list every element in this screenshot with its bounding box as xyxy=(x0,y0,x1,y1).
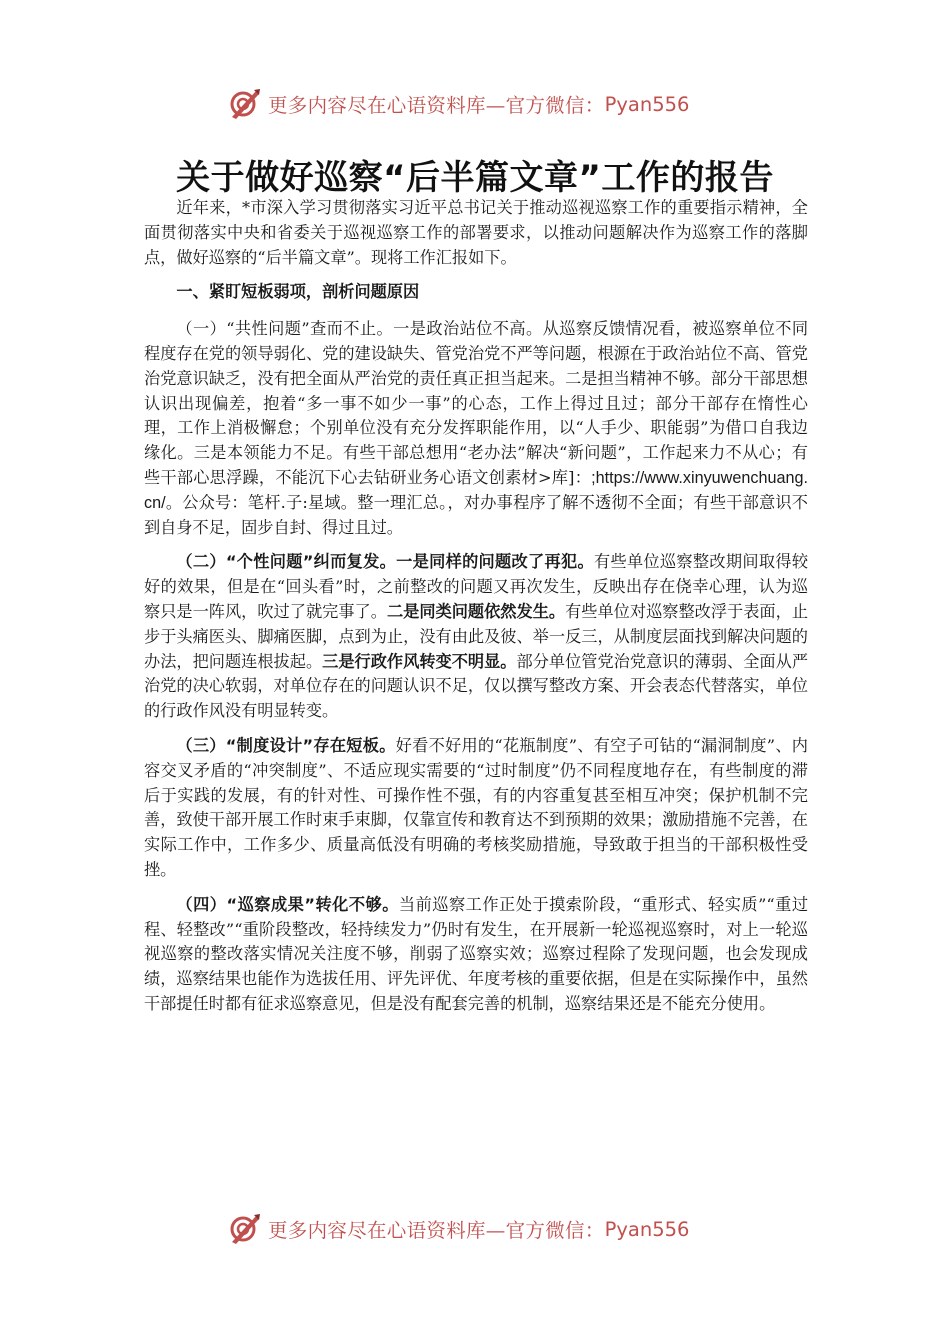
website-link[interactable]: ;https://www.xinyuwenchuang.cn/ xyxy=(144,468,808,512)
document-body xyxy=(144,196,808,1027)
intro-paragraph: 近年来，*市深入学习贯彻落实习近平总书记关于推动巡视巡察工作的重要指示精神，全面贯彻落实中央和省委关于巡视巡察工作的部署要求，以推动问题解决作为巡察工作的落脚点，做好巡察的“后半篇文章”。现将工作汇报如下。 xyxy=(144,198,808,267)
banner-text: 更多内容尽在心语资料库—官方微信： xyxy=(268,94,605,117)
header-banner xyxy=(228,84,689,124)
document-title: 关于做好巡察“后半篇文章”工作的报告 xyxy=(176,158,774,198)
paragraph-system-design xyxy=(144,734,808,883)
paragraph-text: 有些单位对巡察整改浮于表面，止步于头痛医头、脚痛医脚，点到为止，没有由此及彼、举一反三，从制度层面找到解决问题的办法，把问题连根拔起。 xyxy=(144,601,809,671)
paragraph-text: 当前巡察工作正处于摸索阶段，“重形式、轻实质”“重过程、轻整改”“重阶段整改，轻持续发力”仍时有发生，在开展新一轮巡视巡察时，对上一轮巡视巡察的整改落实情况关注度不够，削弱了巡察实效；巡察过程除了发现问题，也会发现成绩，巡察结果也能作为选拔任用、评先评优、年度考核的重要依据，但是在实际操作中，虽然干部提任时都有征求巡察意见，但是没有配套完善的机制，巡察结果还是不能充分使用。 xyxy=(144,894,809,1013)
footer-banner xyxy=(228,1209,689,1249)
paragraph-text: 部分单位管党治党意识的薄弱、全面从严治党的决心软弱，对单位存在的问题认识不足，仅以撰写整改方案、开会表态代替落实，单位的行政作风没有明显转变。 xyxy=(144,651,809,721)
paragraph-text: 一是政治站位不高。从巡察反馈情况看，被巡察单位不同程度存在党的领导弱化、党的建设缺失、管党治党不严等问题，根源在于政治站位不高、管党治党意识缺乏，没有把全面从严治党的责任真正担当起来。二是担当精神不够。部分干部思想认识出现偏差，抱着“多一事不如少一事”的心态，工作上得过且过；部分干部存在惰性心理，工作上消极懈怠；个别单位没有充分发挥职能作用，以“人手少、职能弱”为借口自我边缘化。三是本领能力不足。有些干部总想用“老办法”解决“新问题”，工作起来力不从心；有些干部心思浮躁，不能沉下心去钻研业务心语文创素材>库]： xyxy=(144,319,809,487)
banner-wechat-id: Pyan556 xyxy=(604,1217,690,1241)
banner-wechat-id: Pyan556 xyxy=(604,92,690,116)
paragraph-lead: （一）“共性问题”查而不止。 xyxy=(176,319,394,339)
paragraph-text: 好看不好用的“花瓶制度”、有空子可钻的“漏洞制度”、内容交叉矛盾的“冲突制度”、不适应现实需要的“过时制度”仍不同程度地存在，有些制度的滞后于实践的发展，有的针对性、可操作性不强，有的内容重复甚至相互冲突；保护机制不完善，致使干部开展工作时束手束脚，仅靠宣传和教育达不到预期的效果；激励措施不完善，在实际工作中，工作多少、质量高低没有明确的考核奖励措施，导致敢于担当的干部积极性受挫。 xyxy=(144,735,808,879)
pen-logo-icon xyxy=(228,87,262,121)
paragraph-inspection-results xyxy=(144,893,808,1017)
banner-text: 更多内容尽在心语资料库—官方微信： xyxy=(268,1219,605,1242)
paragraph-individual-issues xyxy=(144,550,808,724)
paragraph-bold-point: 二是同类问题依然发生。 xyxy=(386,601,566,621)
pen-logo-icon xyxy=(228,1212,262,1246)
paragraph-text: 。公众号：笔杆.子:星域。整一理汇总。，对办事程序了解不透彻不全面；有些干部意识不到自身不足，固步自封、得过且过。 xyxy=(144,492,808,537)
paragraph-text: 有些单位巡察整改期间取得较好的效果，但是在“回头看”时，之前整改的问题又再次发生，反映出存在侥幸心理，认为巡察只是一阵风，吹过了就完事了。 xyxy=(144,552,809,621)
paragraph-lead: （二）“个性问题”纠而复发。一是同样的问题改了再犯。 xyxy=(176,552,594,572)
paragraph-lead: （四）“巡察成果”转化不够。 xyxy=(176,894,399,914)
paragraph-lead: （三）“制度设计”存在短板。 xyxy=(176,735,396,755)
paragraph-common-issues xyxy=(144,317,808,540)
paragraph-bold-point: 三是行政作风转变不明显。 xyxy=(322,651,517,671)
section-heading-1: 一、紧盯短板弱项，剖析问题原因 xyxy=(176,282,420,302)
